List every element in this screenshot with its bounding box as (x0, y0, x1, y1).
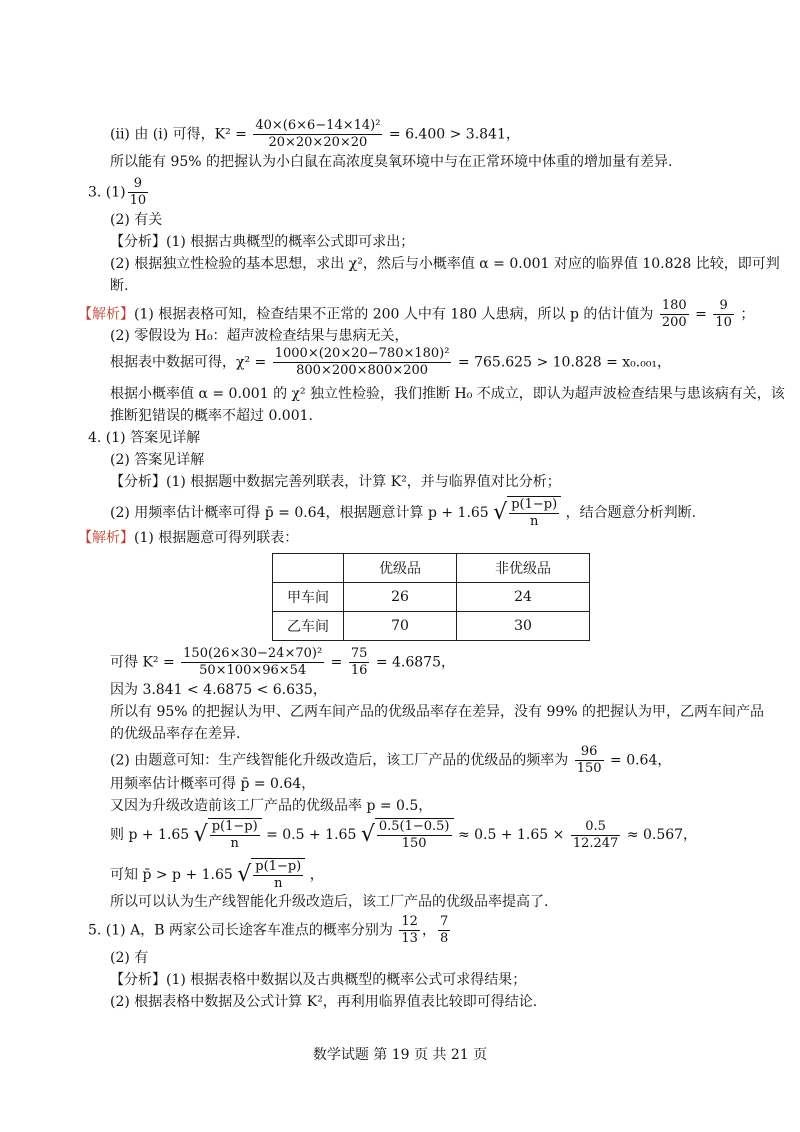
table-cell: 优级品 (344, 554, 457, 583)
page-footer: 数学试题 第 19 页 共 21 页 (312, 1047, 488, 1063)
formula-k2-line: (ii) 由 (i) 可得，K² = $\frac{\text{40×(6×6−14×14)²}}{20\times 20\times 20\times 20}$ = 6.400 > 3.841， (110, 118, 520, 150)
q3-solution-3: 根据表中数据可得，χ² = $\frac{\text{1000×(20×20−780×180)²}}{800\times 200\times 800\times 200}$ = 765.625 > 10.828 = x₀.₀₀₁， (110, 346, 672, 378)
q5-answer-1: 5. (1) A，B 两家公司长途客车准点的概率分别为 $\frac{12}{13}$ ， $\frac{7}{8}$ (88, 914, 449, 946)
q4-answer-2: (2) 答案见详解 (110, 452, 205, 468)
q3-solution-1: 【解析】(1) 根据表格可知，检查结果不正常的 200 人中有 180 人患病，所以 p 的估计值为 $\frac{180}{200}$ = $\frac{9}{10}$ ； (78, 298, 755, 330)
q3-analysis-2: (2) 根据独立性检验的基本思想，求出 χ²，然后与小概率值 α = 0.001 对应的临界值 10.828 比较，即可判 (110, 256, 780, 272)
contingency-table (272, 553, 590, 641)
text-line: 又因为升级改造前该工厂产品的优级品率 p = 0.5， (110, 798, 433, 814)
table-row (273, 583, 590, 612)
text-line: 所以能有 95% 的把握认为小白鼠在高浓度臭氧环境中与在正常环境中体重的增加量有差异. (110, 154, 673, 170)
table-cell (273, 554, 344, 583)
q4-analysis-1: 【分析】(1) 根据题中数据完善列联表，计算 K²，并与临界值对比分析； (110, 474, 561, 490)
q5-analysis-2: (2) 根据表格中数据及公式计算 K²，再利用临界值表比较即可得结论. (110, 994, 538, 1010)
q3-answer-1: 3. (1) $\frac{9}{10}$ (88, 176, 147, 208)
table-cell: 70 (344, 612, 457, 641)
q4-estimate-line: 则 p + 1.65 √ $\frac{p(1-p)}{n}$ = 0.5 + 1.65 √ $\frac{0.5(1-0.5)}{150}$ ≈ 0.5 + 1.65 × $\frac{0.5}{12.247}$ ≈ 0.567， (110, 818, 698, 851)
text-line: 的优级品率存在差异. (110, 726, 241, 742)
text-line: 因为 3.841 < 4.6875 < 6.635， (110, 682, 327, 698)
q4-analysis-2: (2) 用频率估计概率可得 p̄ = 0.64，根据题意计算 p + 1.65 √ $\frac{p(1-p)}{n}$ ，结合题意分析判断. (110, 497, 697, 529)
q3-solution-5: 推断犯错误的概率不超过 0.001. (110, 408, 313, 424)
q4-solution-1: 【解析】(1) 根据题意可得列联表： (78, 530, 299, 546)
text-line: 所以可以认为生产线智能化升级改造后，该工厂产品的优级品率提高了. (110, 894, 549, 910)
text-line: 所以有 95% 的把握认为甲、乙两车间产品的优级品率存在差异，没有 99% 的把握认为甲，乙两车间产品 (110, 704, 765, 720)
table-row (273, 612, 590, 641)
q3-solution-4: 根据小概率值 α = 0.001 的 χ² 独立性检验，我们推断 H₀ 不成立，即认为超声波检查结果与患该病有关，该 (110, 386, 785, 402)
q4-k2-line: 可得 K² = $\frac{\text{150(26×30−24×70)²}}{50\times 100\times 96\times 54}$ = $\frac{75}{16}$ = 4.6875， (110, 646, 455, 678)
table-cell: 乙车间 (273, 612, 344, 641)
q4-compare-line: 可知 p̄ > p + 1.65 √ $\frac{p(1-p)}{n}$ ， (110, 859, 324, 891)
q4-answer-1: 4. (1) 答案见详解 (88, 430, 201, 446)
q4-frequency-line: (2) 由题意可知：生产线智能化升级改造后，该工厂产品的优级品的频率为 $\frac{96}{150}$ = 0.64， (110, 744, 672, 776)
q3-analysis-1: 【分析】(1) 根据古典概型的概率公式即可求出； (110, 234, 415, 250)
q5-answer-2: (2) 有 (110, 950, 149, 966)
q3-solution-2: (2) 零假设为 H₀：超声波检查结果与患病无关， (110, 328, 409, 344)
q3-answer-2: (2) 有关 (110, 212, 163, 228)
q3-analysis-3: 断. (110, 278, 129, 294)
table-row (273, 554, 590, 583)
table-cell: 30 (457, 612, 590, 641)
table-cell: 非优级品 (457, 554, 590, 583)
q5-analysis-1: 【分析】(1) 根据表格中数据以及古典概型的概率公式可求得结果； (110, 972, 527, 988)
text-line: 用频率估计概率可得 p̄ = 0.64， (110, 776, 316, 792)
table-cell: 甲车间 (273, 583, 344, 612)
table-cell: 24 (457, 583, 590, 612)
table-cell: 26 (344, 583, 457, 612)
